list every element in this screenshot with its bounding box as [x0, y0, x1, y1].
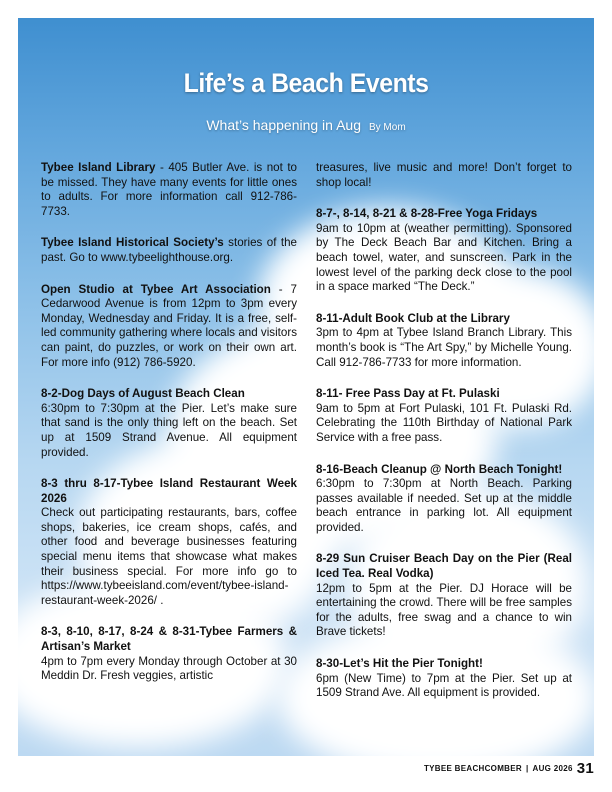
- event-item: [41, 161, 297, 219]
- event-item: [41, 236, 297, 265]
- event-body: - 405 Butler Ave. is not to be missed. They have many events for little ones to adults. For more information call 912-786-7733.: [41, 161, 297, 218]
- event-body: 3pm to 4pm at Tybee Island Branch Library. This month’s book is “The Art Spy,” by Michelle Young. Call 912-786-7733 for more information.: [316, 326, 572, 369]
- event-item: [41, 283, 297, 371]
- event-item-continued: [316, 161, 572, 190]
- event-body: 9am to 10pm at (weather permitting). Sponsored by The Deck Beach Bar and Kitchen. Bring a beach towel, water, and sunscreen. Park in the lowest level of the parking deck close to the pool in a space marked “The Deck.”: [316, 221, 572, 294]
- event-item: [316, 312, 572, 370]
- event-body: 9am to 5pm at Fort Pulaski, 101 Ft. Pulaski Rd. Celebrating the 110th Birthday of National Park Service with a free pass.: [316, 401, 572, 444]
- byline: By Mom: [368, 122, 406, 133]
- subtitle: What’s happening in Aug: [206, 117, 361, 133]
- event-heading: 8-3, 8-10, 8-17, 8-24 & 8-31-Tybee Farmers & Artisan’s Market: [41, 625, 297, 654]
- issue-date: AUG 2026: [532, 764, 573, 773]
- page-title: Life’s a Beach Events: [183, 68, 429, 98]
- event-body: stories of the past. Go to www.tybeelighthouse.org.: [41, 236, 297, 264]
- event-item: [41, 625, 297, 683]
- event-item: [41, 477, 297, 608]
- event-body: 6:30pm to 7:30pm at the Pier. Let’s make sure that sand is the only thing left on the beach. Set up at 1509 Strand Avenue. All equipment provided.: [41, 401, 297, 459]
- event-body: - 7 Cedarwood Avenue is from 12pm to 3pm every Monday, Wednesday and Friday. It is a free, self-led community gathering where locals and visitors can paint, do puzzles, or work on their own art. For more info (912) 786-5920.: [41, 282, 297, 369]
- event-heading: Open Studio at Tybee Art Association: [41, 282, 271, 296]
- event-heading: 8-11-Adult Book Club at the Library: [316, 311, 510, 325]
- event-heading: Tybee Island Library: [41, 161, 156, 174]
- event-heading: 8-16-Beach Cleanup @ North Beach Tonight!: [316, 462, 563, 476]
- event-body: 12pm to 5pm at the Pier. DJ Horace will be entertaining the crowd. There will be free samples for the adults, free swag and a chance to win Brave tickets!: [316, 581, 572, 639]
- subtitle-line: [0, 117, 612, 133]
- event-item: [316, 207, 572, 295]
- event-heading: 8-11- Free Pass Day at Ft. Pulaski: [316, 387, 500, 401]
- footer-divider: |: [525, 764, 529, 773]
- page-footer: [424, 760, 594, 777]
- event-body: 4pm to 7pm every Monday through October at 30 Meddin Dr. Fresh veggies, artistic: [41, 654, 297, 683]
- event-item: [316, 657, 572, 701]
- right-column: [316, 161, 572, 718]
- event-heading: 8-30-Let’s Hit the Pier Tonight!: [316, 657, 483, 671]
- event-heading: Tybee Island Historical Society’s: [41, 236, 224, 250]
- event-item: [316, 387, 572, 445]
- event-item: [316, 552, 572, 640]
- event-item: [316, 463, 572, 536]
- event-body: Check out participating restaurants, bars, coffee shops, bakeries, ice cream shops, cafés, and other food and beverage businesses featuring special menu items that showcase what makes their business special. For more info go to https://www.tybeeisland.com/event/tybee-island-restaurant-week-2026/ .: [41, 506, 297, 607]
- left-column: [41, 161, 297, 701]
- event-body: 6pm (New Time) to 7pm at the Pier. Set up at 1509 Strand Ave. All equipment is provided.: [316, 671, 572, 700]
- event-heading: 8-3 thru 8-17-Tybee Island Restaurant Week 2026: [41, 477, 297, 505]
- title-block: [0, 68, 612, 99]
- event-body: treasures, live music and more! Don’t forget to shop local!: [316, 161, 572, 189]
- page-number: 31: [576, 760, 594, 777]
- publication-name: TYBEE BEACHCOMBER: [423, 764, 522, 773]
- event-heading: 8-7-, 8-14, 8-21 & 8-28-Free Yoga Fridays: [316, 207, 538, 221]
- event-heading: 8-29 Sun Cruiser Beach Day on the Pier (Real Iced Tea. Real Vodka): [316, 552, 572, 581]
- event-heading: 8-2-Dog Days of August Beach Clean: [41, 387, 245, 401]
- event-item: [41, 387, 297, 460]
- event-body: 6:30pm to 7:30pm at North Beach. Parking passes available if needed. Set up at the middle beach entrance in parking lot. All equipment provided.: [316, 477, 572, 534]
